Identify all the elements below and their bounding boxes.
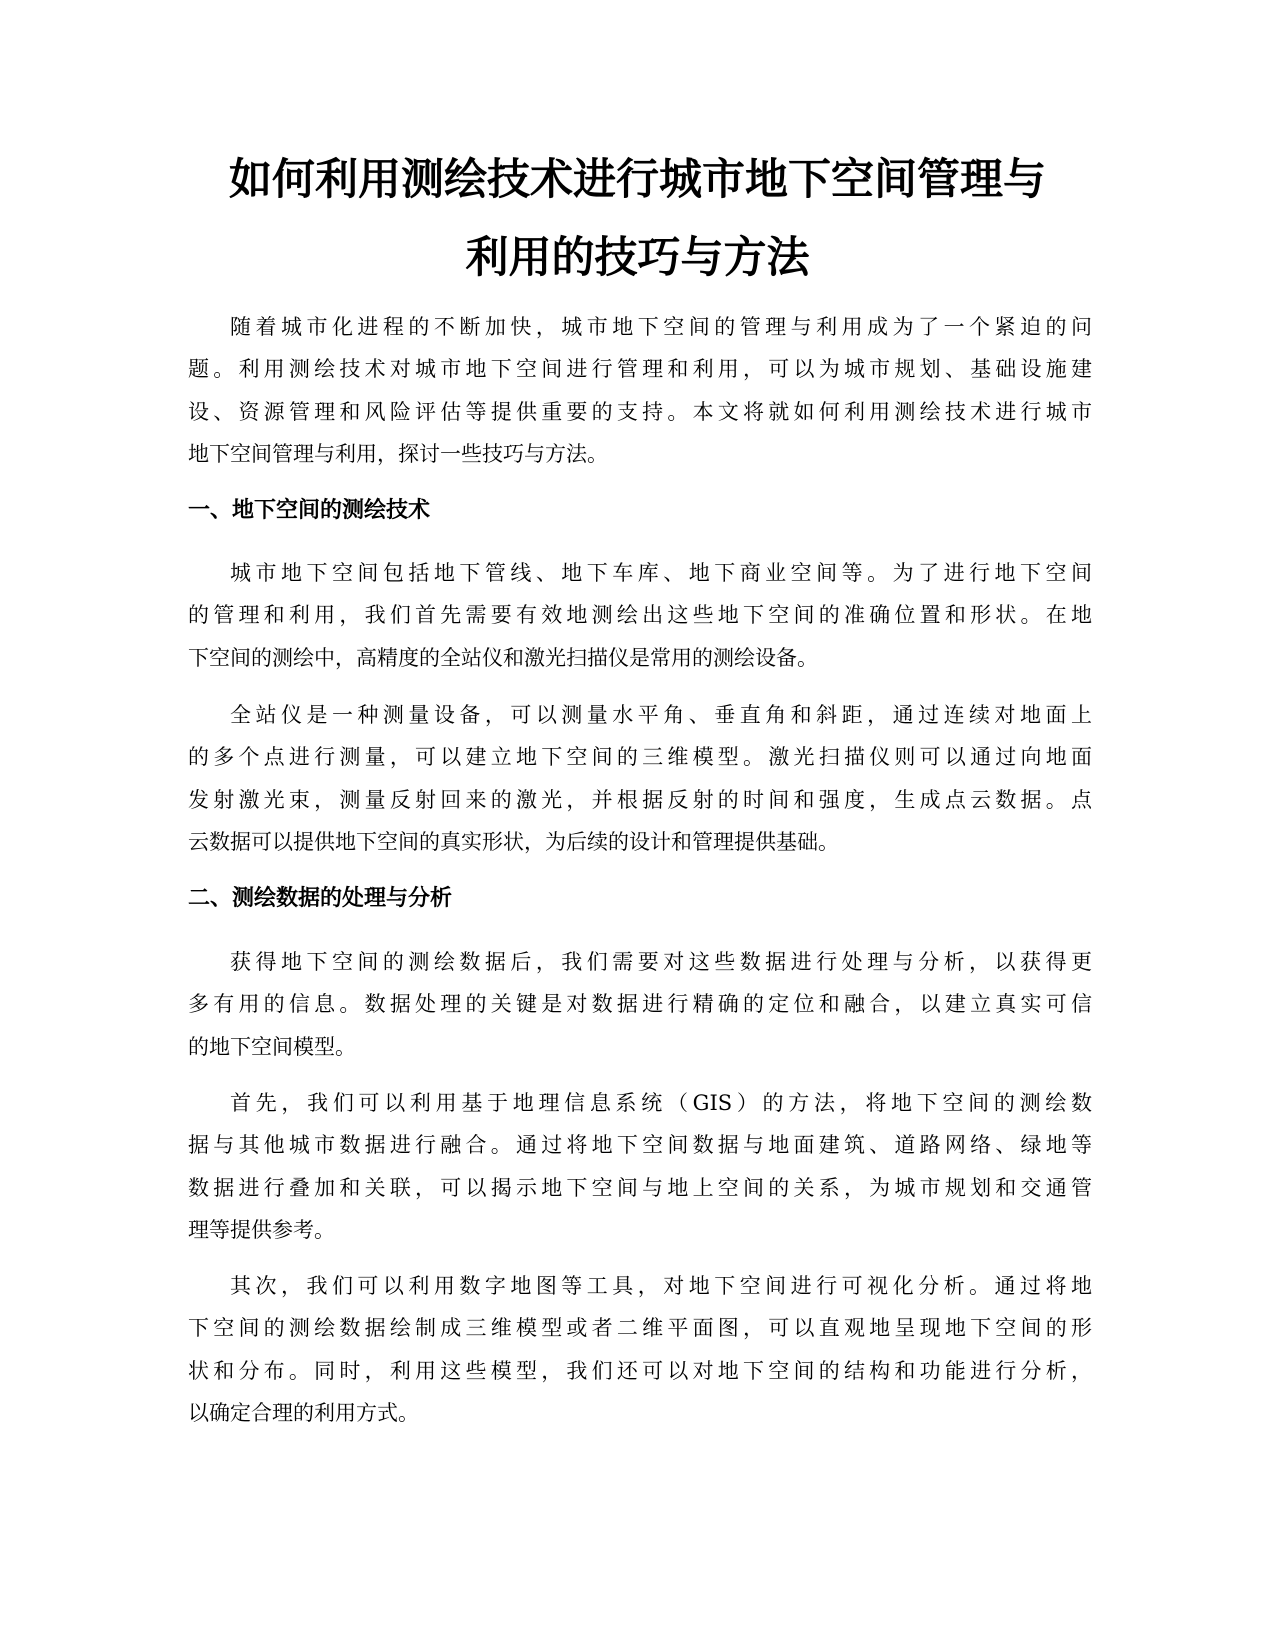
paragraph-line: 的地下空间模型。 <box>188 1034 356 1059</box>
paragraph-line: 全站仪是一种测量设备，可以测量水平角、垂直角和斜距，通过连续对地面上 <box>230 703 1092 727</box>
paragraph-line: 以确定合理的利用方式。 <box>188 1400 419 1425</box>
paragraph-line: 获得地下空间的测绘数据后，我们需要对这些数据进行处理与分析，以获得更 <box>230 950 1092 974</box>
paragraph-line: 地下空间管理与利用，探讨一些技巧与方法。 <box>188 441 608 466</box>
paragraph-line: 的管理和利用，我们首先需要有效地测绘出这些地下空间的准确位置和形状。在地 <box>188 603 1092 628</box>
intro-paragraph <box>188 306 1092 475</box>
paragraph-line: 据与其他城市数据进行融合。通过将地下空间数据与地面建筑、道路网络、绿地等 <box>188 1133 1092 1158</box>
paragraph-line: 的多个点进行测量，可以建立地下空间的三维模型。激光扫描仪则可以通过向地面 <box>188 745 1092 770</box>
paragraph-line: 随着城市化进程的不断加快，城市地下空间的管理与利用成为了一个紧迫的问 <box>230 315 1092 339</box>
document-title-line-1: 如何利用测绘技术进行城市地下空间管理与 <box>229 155 1046 205</box>
paragraph-line: 下空间的测绘数据绘制成三维模型或者二维平面图，可以直观地呈现地下空间的形 <box>188 1316 1092 1341</box>
section1-paragraph-1 <box>188 552 1092 679</box>
paragraph-line: 数据进行叠加和关联，可以揭示地下空间与地上空间的关系，为城市规划和交通管 <box>188 1175 1092 1200</box>
section-heading-1: 一、地下空间的测绘技术 <box>188 498 431 523</box>
section2-paragraph-1 <box>188 941 1092 1068</box>
section1-paragraph-2 <box>188 694 1092 863</box>
paragraph-line: 理等提供参考。 <box>188 1217 335 1242</box>
paragraph-line: 多有用的信息。数据处理的关键是对数据进行精确的定位和融合，以建立真实可信 <box>188 992 1092 1017</box>
paragraph-line: 状和分布。同时，利用这些模型，我们还可以对地下空间的结构和功能进行分析， <box>188 1358 1092 1383</box>
paragraph-line: 城市地下空间包括地下管线、地下车库、地下商业空间等。为了进行地下空间 <box>230 561 1092 585</box>
section2-paragraph-3 <box>188 1265 1092 1434</box>
section2-paragraph-2 <box>188 1082 1092 1251</box>
paragraph-line: 下空间的测绘中，高精度的全站仪和激光扫描仪是常用的测绘设备。 <box>188 645 818 670</box>
section-heading-2: 二、测绘数据的处理与分析 <box>188 886 453 911</box>
paragraph-line: 首先，我们可以利用基于地理信息系统（GIS）的方法，将地下空间的测绘数 <box>230 1091 1092 1115</box>
paragraph-line: 其次，我们可以利用数字地图等工具，对地下空间进行可视化分析。通过将地 <box>230 1274 1092 1298</box>
paragraph-line: 题。利用测绘技术对城市地下空间进行管理和利用，可以为城市规划、基础设施建 <box>188 357 1092 382</box>
paragraph-line: 发射激光束，测量反射回来的激光，并根据反射的时间和强度，生成点云数据。点 <box>188 787 1092 812</box>
document-title-line-2: 利用的技巧与方法 <box>465 233 810 283</box>
paragraph-line: 云数据可以提供地下空间的真实形状，为后续的设计和管理提供基础。 <box>188 829 839 854</box>
paragraph-line: 设、资源管理和风险评估等提供重要的支持。本文将就如何利用测绘技术进行城市 <box>188 399 1092 424</box>
